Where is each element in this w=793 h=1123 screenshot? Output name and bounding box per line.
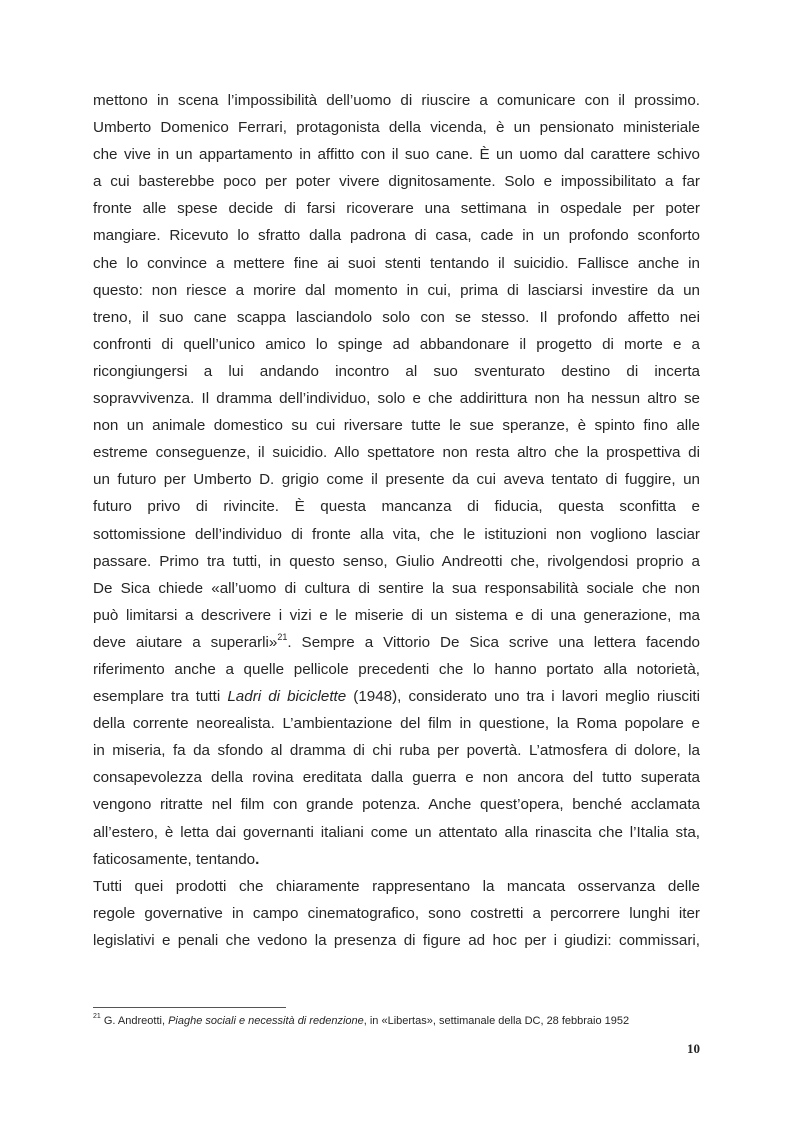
footnote-number: 21 [93,1013,101,1021]
text-line: De Sica chiede «all’uomo di cultura di sentire la sua responsabilità sociale che non [93,579,700,597]
text-line: un futuro per Umberto D. grigio come il presente da cui aveva tentato di fuggire, un [93,471,700,489]
page-number: 10 [687,1041,700,1056]
text-line: a cui basterebbe poco per poter vivere dignitosamente. Solo e impossibilitato a far [93,173,700,191]
text-line: futuro privo di rivincite. È questa mancanza di fiducia, questa sconfitta e [93,498,700,516]
footnote-title: Piaghe sociali e necessità di redenzione [168,1015,364,1027]
text-line: fronte alle spese decide di farsi ricoverare una settimana in ospedale per poter [93,200,700,218]
text-line: mangiare. Ricevuto lo sfratto dalla padrona di casa, cade in un profondo sconforto [93,227,700,245]
text-line: Tutti quei prodotti che chiaramente rappresentano la mancata osservanza delle [93,877,700,895]
text-line: estreme conseguenze, il suicidio. Allo spettatore non resta altro che la prospettiva di [93,444,700,462]
text-line-with-title [93,683,700,710]
text-line: passare. Primo tra tutti, in questo senso, Giulio Andreotti che, rivolgendosi proprio a [93,552,700,570]
film-title: Ladri di biciclette [227,688,347,706]
text-line: sottomissione dell’individuo di fronte alla vita, che le istituzioni non vogliono lasciar [93,525,700,543]
footnote-author: G. Andreotti, [100,1015,169,1027]
text-line: treno, il suo cane scappa lasciandolo solo con se stesso. Il profondo affetto nei [93,308,700,326]
body-text [93,87,700,954]
text-line: legislativi e penali che vedono la presenza di figure ad hoc per i giudizi: commissari, [93,931,700,949]
text-line: riferimento anche a quelle pellicole precedenti che lo hanno portato alla notorietà, [93,660,700,678]
footnote-separator [93,1007,286,1008]
text-line: non un animale domestico su cui riversare tutte le sue speranze, è spinto fino alle [93,417,700,435]
text-line: può limitarsi a descrivere i vizi e le miserie di un sistema e di una generazione, ma [93,606,700,624]
text-line: vengono ritratte nel film con grande potenza. Anche quest’opera, benché acclamata [93,796,700,814]
footnote-reference[interactable]: 21 [277,631,288,642]
text-segment: esemplare tra tutti [93,688,228,706]
footnote [93,1014,733,1028]
text-line: ricongiungersi a lui andando incontro al suo sventurato destino di incerta [93,362,700,380]
text-line: all’estero, è letta dai governanti italiani come un attentato alla rinascita che l’Italia sta, [93,823,700,841]
bold-period: . [255,850,260,868]
text-line: sopravvivenza. Il dramma dell’individuo, solo e che addirittura non ha nessun altro se [93,390,700,408]
text-line: della corrente neorealista. L’ambientazione del film in questione, la Roma popolare e [93,715,700,733]
text-segment: faticosamente, tentando [93,850,256,868]
text-line: che lo convince a mettere fine ai suoi stenti tentando il suicidio. Fallisce anche in [93,254,700,272]
text-line: che vive in un appartamento in affitto con il suo cane. È un uomo dal carattere schivo [93,146,700,164]
text-line: questo: non riesce a morire dal momento in cui, prima di lasciarsi investire da un [93,281,700,299]
text-segment: deve aiutare a superarli» [93,633,278,651]
text-line: consapevolezza della rovina ereditata dalla guerra e non ancora del tutto superata [93,769,700,787]
text-line: regole governative in campo cinematografico, sono costretti a percorrere lunghi iter [93,904,700,922]
footnote-source: , in «Libertas», settimanale della DC, 28 febbraio 1952 [363,1015,630,1027]
text-line: Umberto Domenico Ferrari, protagonista della vicenda, è un pensionato ministeriale [93,119,700,137]
text-line: mettono in scena l’impossibilità dell’uomo di riuscire a comunicare con il prossimo. [93,92,700,109]
text-line: in miseria, fa da sfondo al dramma di chi ruba per povertà. L’atmosfera di dolore, la [93,742,700,760]
text-segment: (1948), considerato uno tra i lavori meglio riusciti [346,688,700,706]
paragraph-end-line [93,846,700,873]
text-segment: . Sempre a Vittorio De Sica scrive una lettera facendo [287,633,701,651]
text-line: confronti di quell’unico amico lo spinge ad abbandonare il progetto di morte e a [93,335,700,353]
text-line-with-footnote [93,629,700,656]
